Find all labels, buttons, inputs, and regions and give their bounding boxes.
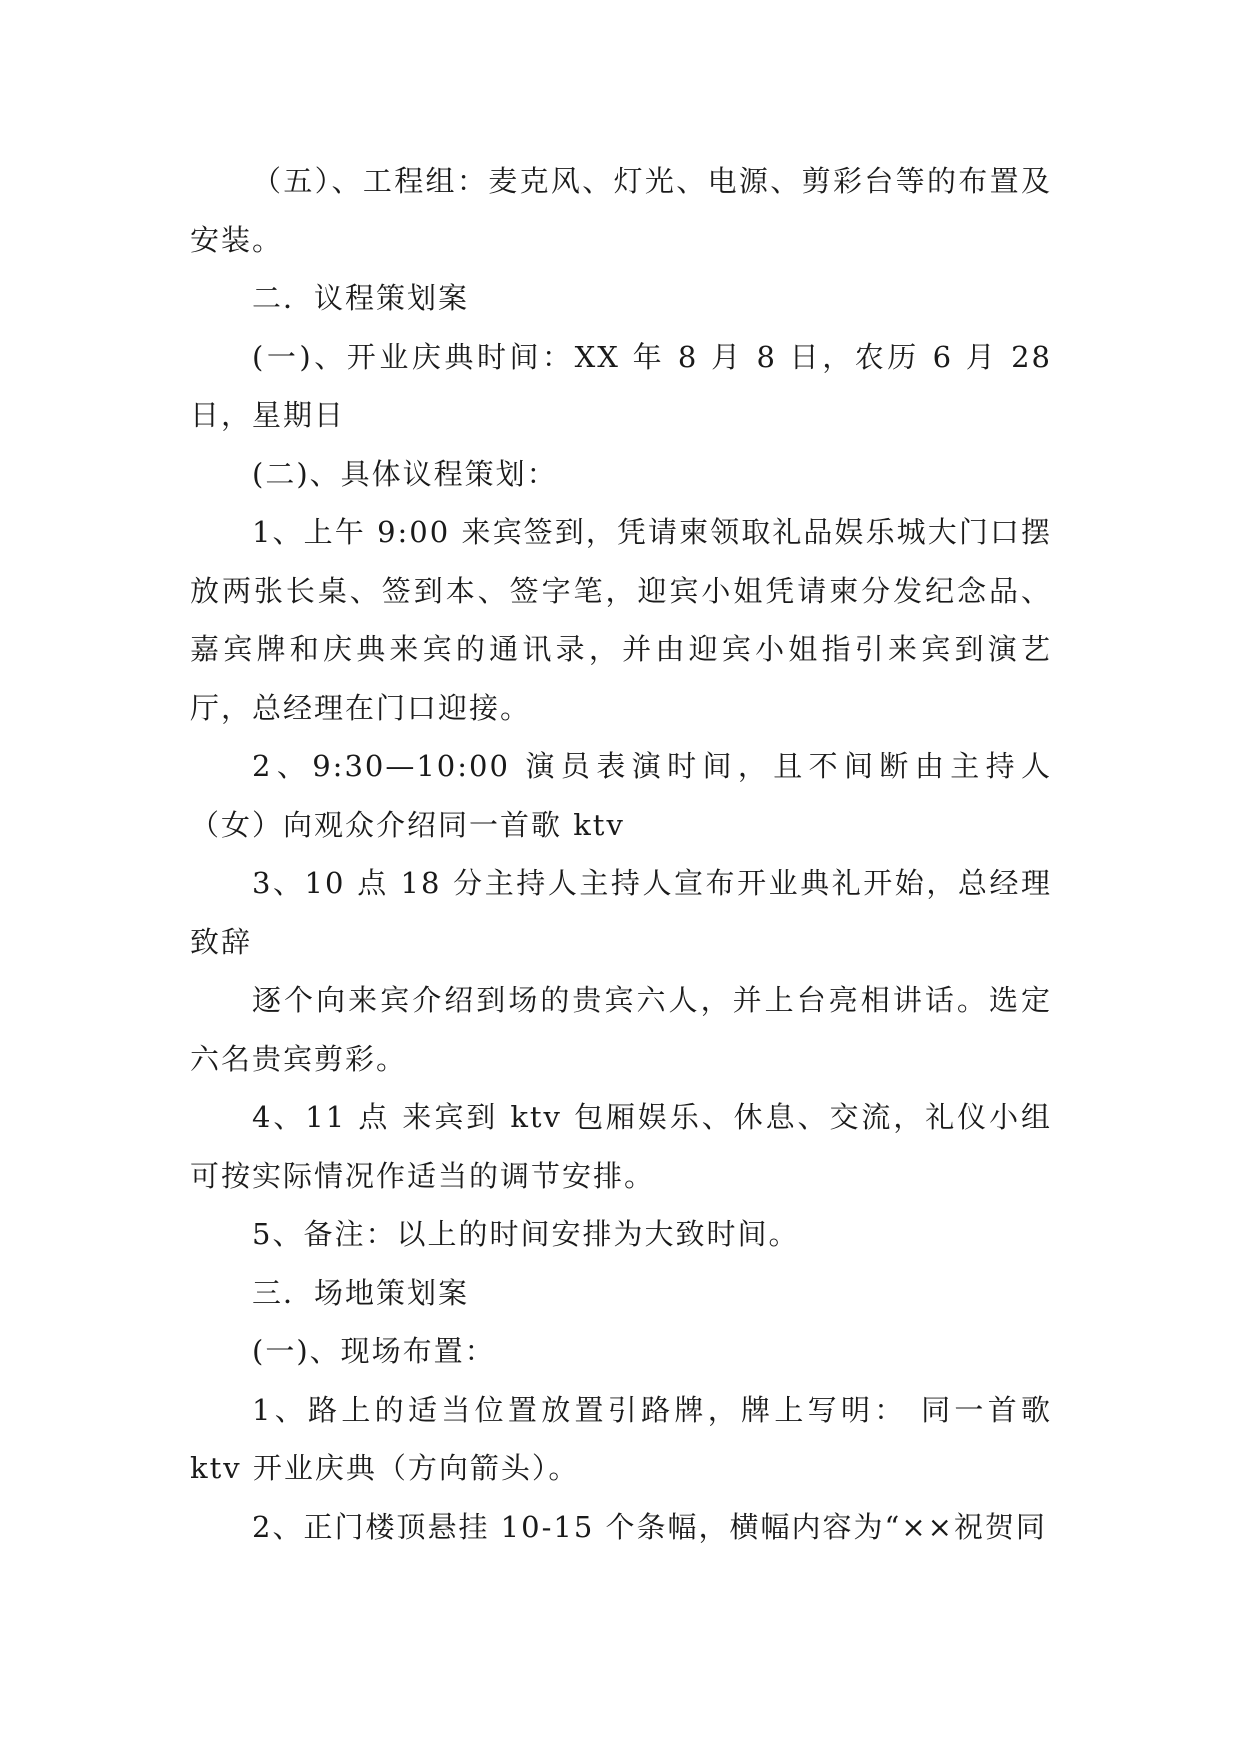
paragraph-agenda-details-heading: (二)、具体议程策划： <box>252 456 558 491</box>
paragraph-agenda-item-2: 2、9:30—10:00 演员表演时间，且不间断由主持人（女）向观众介绍同一首歌 ktv <box>190 749 1052 842</box>
paragraph-agenda-item-3: 3、10 点 18 分主持人主持人宣布开业典礼开始，总经理致辞 <box>190 866 1052 959</box>
heading-agenda-plan: 二．议程策划案 <box>252 281 470 315</box>
paragraph-agenda-item-1: 1、上午 9:00 来宾签到，凭请柬领取礼品娱乐城大门口摆放两张长桌、签到本、签字笔，迎宾小姐凭请柬分发纪念品、嘉宾牌和庆典来宾的通讯录，并由迎宾小姐指引来宾到演艺厅，总经理在门口迎接。 <box>190 515 1052 725</box>
paragraph-signpost: 1、路上的适当位置放置引路牌，牌上写明： 同一首歌 ktv 开业庆典（方向箭头）。 <box>190 1392 1064 1485</box>
paragraph-site-layout-heading: (一)、现场布置： <box>252 1334 496 1368</box>
paragraph-ceremony-time: (一)、开业庆典时间：XX 年 8 月 8 日，农历 6 月 28 日，星期日 <box>190 339 1064 432</box>
paragraph-engineering-group: （五）、工程组：麦克风、灯光、电源、剪彩台等的布置及安装。 <box>190 164 1052 257</box>
paragraph-agenda-note: 5、备注：以上的时间安排为大致时间。 <box>252 1217 800 1251</box>
document-body <box>190 152 1064 1556</box>
heading-venue-plan: 三．场地策划案 <box>252 1275 470 1310</box>
paragraph-agenda-item-4: 4、11 点 来宾到 ktv 包厢娱乐、休息、交流，礼仪小组可按实际情况作适当的调节安排。 <box>190 1100 1052 1193</box>
paragraph-banners: 2、正门楼顶悬挂 10-15 个条幅，横幅内容为“××祝贺同 <box>252 1509 1047 1544</box>
paragraph-guest-introduction: 逐个向来宾介绍到场的贵宾六人，并上台亮相讲话。选定六名贵宾剪彩。 <box>190 983 1052 1076</box>
